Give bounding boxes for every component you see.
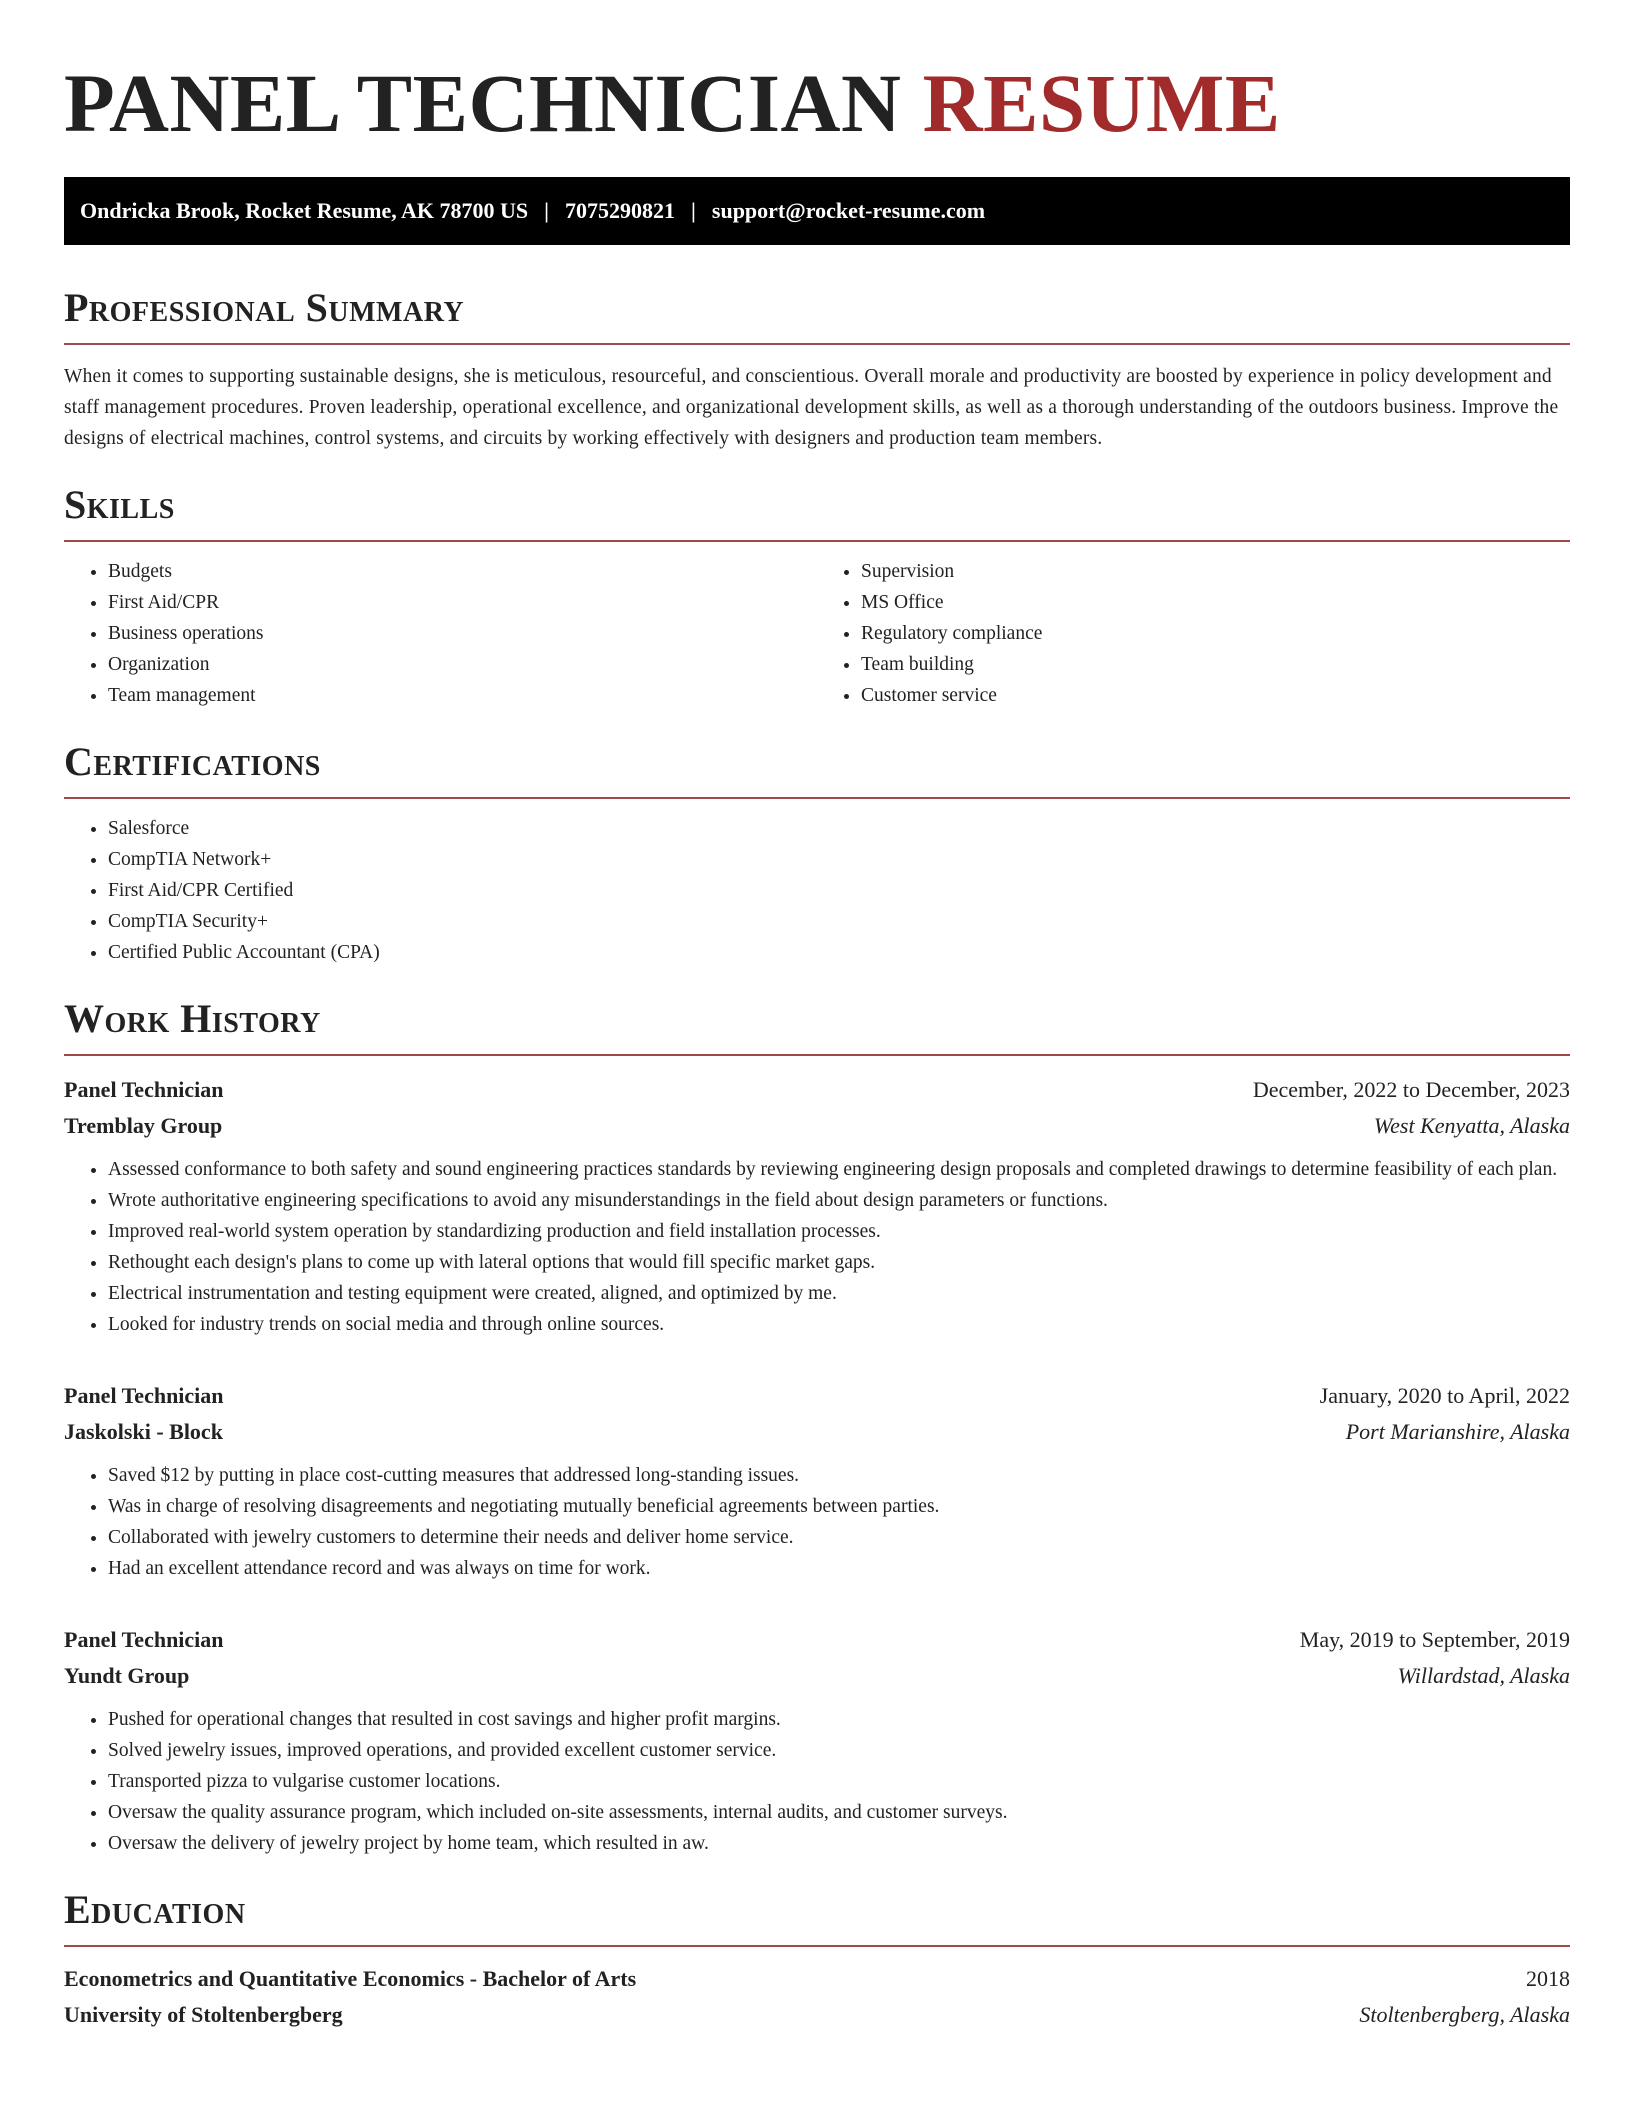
certification-item: • Salesforce [108,813,1570,844]
job-bullet: • Looked for industry trends on social media and through online sources. [108,1309,1570,1340]
education-location: Stoltenbergberg, Alaska [1359,2002,1570,2027]
skill-item: • Organization [108,649,817,680]
education-heading: Education [64,1889,1570,1947]
education-school: University of Stoltenbergberg [64,2002,343,2027]
resume-title [64,57,1570,149]
job-bullet: • Was in charge of resolving disagreements and negotiating mutually beneficial agreements between parties. [108,1491,1570,1522]
job-bullet: • Oversaw the delivery of jewelry project by home team, which resulted in aw. [108,1828,1570,1859]
job-title-row [64,1072,1570,1108]
education-year: 2018 [1526,1966,1570,1991]
skill-item: • Customer service [861,680,1570,711]
job-company: Tremblay Group [64,1113,223,1138]
job-bullet: • Electrical instrumentation and testing equipment were created, aligned, and optimized by me. [108,1278,1570,1309]
skills-list-right [817,556,1570,711]
job-company-row [64,1414,1570,1450]
job-bullet: • Rethought each design's plans to come up with lateral options that would fill specific market gaps. [108,1247,1570,1278]
education-degree-row [64,1961,1570,1997]
job-bullet: • Oversaw the quality assurance program, which included on-site assessments, internal audits, and customer surveys. [108,1797,1570,1828]
summary-section [64,287,1570,454]
title-accent: RESUME [922,57,1281,149]
summary-heading: Professional Summary [64,287,1570,345]
job-entry [64,1072,1570,1340]
job-bullet: • Solved jewelry issues, improved operations, and provided excellent customer service. [108,1735,1570,1766]
job-bullets [64,1460,1570,1584]
job-title: Panel Technician [64,1627,224,1652]
skill-item: • Supervision [861,556,1570,587]
job-bullet: • Collaborated with jewelry customers to determine their needs and deliver home service. [108,1522,1570,1553]
job-location: West Kenyatta, Alaska [1373,1113,1570,1138]
summary-text: When it comes to supporting sustainable designs, she is meticulous, resourceful, and conscientious. Overall morale and productivity are boosted by experience in policy development and staff management procedures. Proven leadership, operational excellence, and organizational development skills, as well as a thorough understanding of the outdoors business. Improve the designs of electrical machines, control systems, and circuits by working effectively with designers and production team members. [64,366,1559,449]
certifications-heading: Certifications [64,741,1570,799]
work-history-heading: Work History [64,998,1570,1056]
contact-separator: | [691,198,696,223]
skills-columns [64,542,1570,711]
job-company: Yundt Group [64,1663,190,1688]
certification-item: • CompTIA Network+ [108,844,1570,875]
contact-address: Ondricka Brook, Rocket Resume, AK 78700 US [80,198,529,223]
skills-heading: Skills [64,484,1570,542]
job-dates: December, 2022 to December, 2023 [1252,1077,1570,1102]
job-title: Panel Technician [64,1383,224,1408]
certification-item: • First Aid/CPR Certified [108,875,1570,906]
job-bullet: • Assessed conformance to both safety and sound engineering practices standards by reviewing engineering design proposals and completed drawings to determine feasibility of each plan. [108,1154,1570,1185]
job-entry [64,1378,1570,1584]
job-bullet: • Had an excellent attendance record and was always on time for work. [108,1553,1570,1584]
education-entry [64,1961,1570,2033]
job-bullet: • Wrote authoritative engineering specifications to avoid any misunderstandings in the field about design parameters or functions. [108,1185,1570,1216]
job-bullet: • Saved $12 by putting in place cost-cutting measures that addressed long-standing issues. [108,1460,1570,1491]
job-company: Jaskolski - Block [64,1419,223,1444]
contact-separator: | [544,198,550,223]
skill-item: • MS Office [861,587,1570,618]
job-entry [64,1622,1570,1859]
skills-section [64,484,1570,711]
education-school-row [64,1997,1570,2033]
job-title-row [64,1622,1570,1658]
contact-phone: 7075290821 [565,198,676,223]
contact-bar [64,177,1570,245]
skill-item: • First Aid/CPR [108,587,817,618]
skill-item: • Regulatory compliance [861,618,1570,649]
education-degree: Econometrics and Quantitative Economics - Bachelor of Arts [64,1966,637,1991]
job-bullet: • Improved real-world system operation by standardizing production and field installation processes. [108,1216,1570,1247]
job-title-row [64,1378,1570,1414]
skills-list-left [64,556,817,711]
job-bullet: • Pushed for operational changes that resulted in cost savings and higher profit margins. [108,1704,1570,1735]
certification-item: • Certified Public Accountant (CPA) [108,937,1570,968]
resume-page [64,0,1570,2033]
job-title: Panel Technician [64,1077,224,1102]
certifications-section [64,741,1570,968]
job-dates: January, 2020 to April, 2022 [1319,1383,1570,1408]
certifications-list [64,813,1570,968]
job-company-row [64,1658,1570,1694]
job-location: Willardstad, Alaska [1397,1663,1570,1688]
work-history-section [64,998,1570,1859]
job-company-row [64,1108,1570,1144]
job-bullets [64,1704,1570,1859]
certification-item: • CompTIA Security+ [108,906,1570,937]
job-location: Port Marianshire, Alaska [1345,1419,1570,1444]
job-bullet: • Transported pizza to vulgarise customer locations. [108,1766,1570,1797]
title-main: PANEL TECHNICIAN [64,57,902,149]
job-bullets [64,1154,1570,1340]
education-section [64,1889,1570,2033]
skill-item: • Team building [861,649,1570,680]
skill-item: • Budgets [108,556,817,587]
contact-email: support@rocket-resume.com [711,198,986,223]
job-dates: May, 2019 to September, 2019 [1299,1627,1570,1652]
skill-item: • Team management [108,680,817,711]
skill-item: • Business operations [108,618,817,649]
